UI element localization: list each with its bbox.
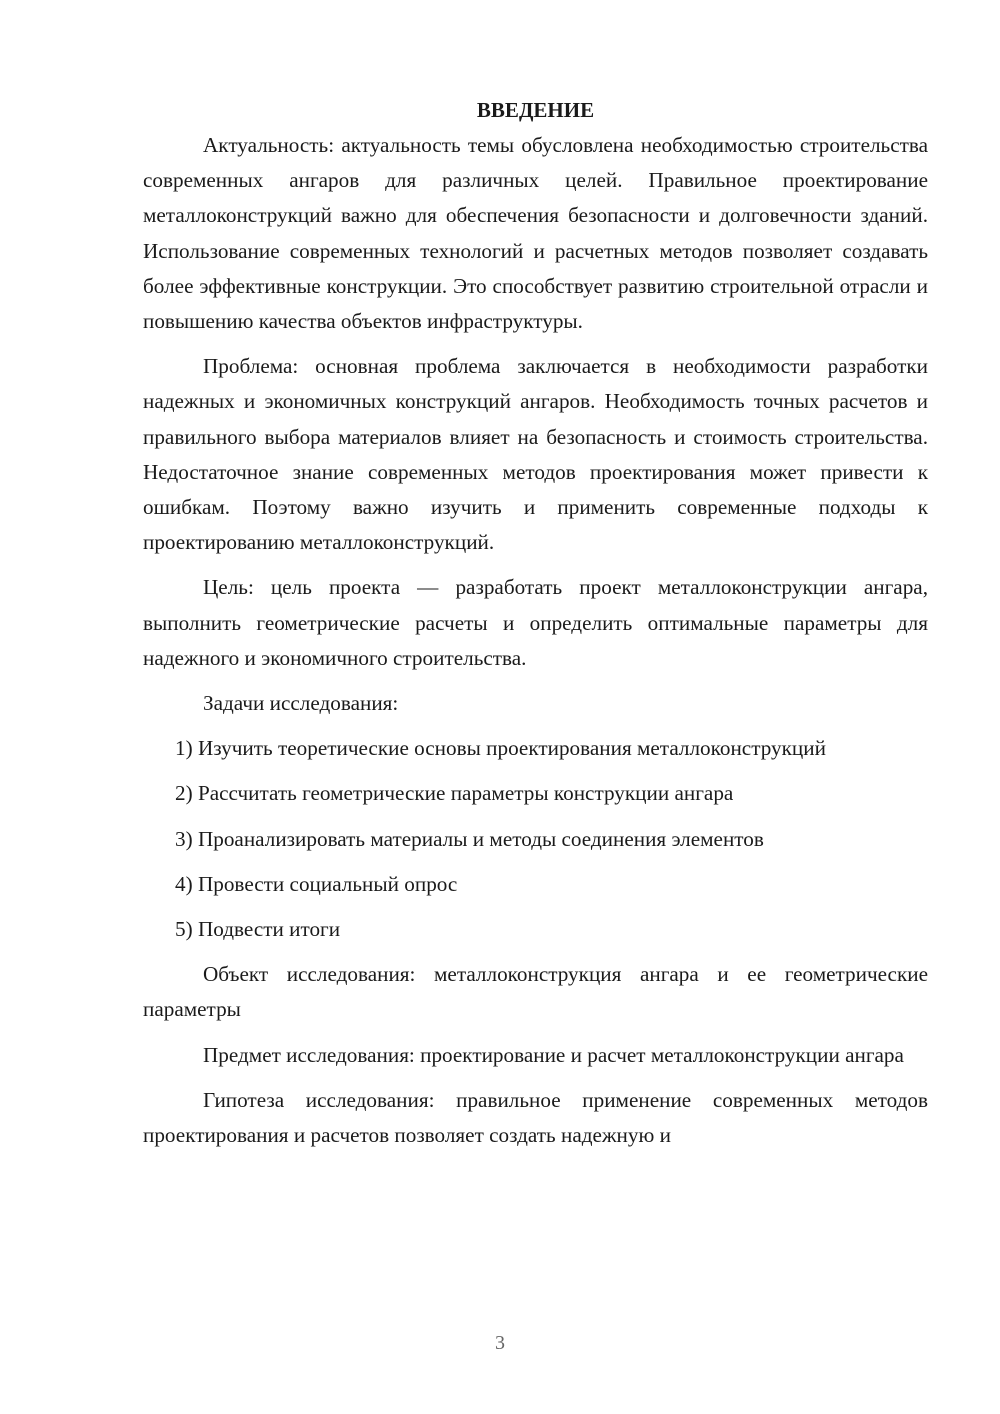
tasks-heading: Задачи исследования: <box>203 691 399 716</box>
task-item: 3) Проанализировать материалы и методы соединения элементов <box>175 826 764 851</box>
problem-paragraph: Проблема: основная проблема заключается в необходимости разработки надежных и экономичных конструкций ангаров. Необходимость точных расчетов и правильного выбора материалов влияет на безопасность и стоимость строительства. Недостаточное знание современных методов проектирования может привести к ошибкам. Поэтому важно изучить и применить современные подходы к проектированию металлоконструкций. <box>143 354 928 555</box>
tasks-list <box>143 731 928 947</box>
task-item: 5) Подвести итоги <box>175 917 341 942</box>
goal-paragraph: Цель: цель проекта — разработать проект металлоконструкции ангара, выполнить геометрические расчеты и определить оптимальные параметры для надежного и экономичного строительства. <box>143 575 928 670</box>
task-item: 1) Изучить теоретические основы проектирования металлоконструкций <box>175 736 826 761</box>
hypothesis-paragraph: Гипотеза исследования: правильное применение современных методов проектирования и расчетов позволяет создать надежную и <box>143 1087 928 1148</box>
relevance-paragraph: Актуальность: актуальность темы обусловлена необходимостью строительства современных ангаров для различных целей. Правильное проектирование металлоконструкций важно для обеспечения безопасности и долговечности зданий. Использование современных технологий и расчетных методов позволяет создавать более эффективные конструкции. Это способствует развитию строительной отрасли и повышению качества объектов инфраструктуры. <box>143 133 928 334</box>
section-title: ВВЕДЕНИЕ <box>476 98 595 122</box>
document-page <box>143 94 928 1153</box>
task-item: 2) Рассчитать геометрические параметры конструкции ангара <box>175 781 734 806</box>
task-item: 4) Провести социальный опрос <box>175 871 458 896</box>
object-paragraph: Объект исследования: металлоконструкция ангара и ее геометрические параметры <box>143 962 928 1022</box>
subject-paragraph: Предмет исследования: проектирование и расчет металлоконструкции ангара <box>203 1042 904 1067</box>
page-number: 3 <box>495 1332 505 1354</box>
